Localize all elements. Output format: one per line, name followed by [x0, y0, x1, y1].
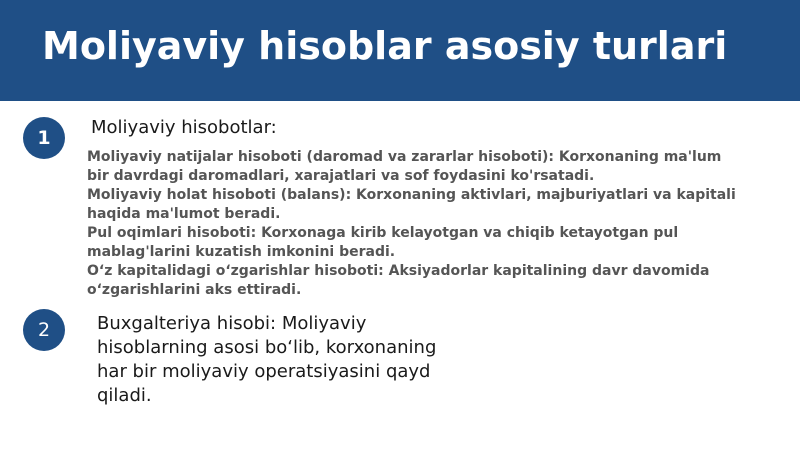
item-1-number-badge: 1: [23, 117, 65, 159]
item-1-heading: Moliyaviy hisobotlar:: [91, 117, 277, 138]
title-bar: [0, 0, 800, 101]
report-line-income-statement: Moliyaviy natijalar hisoboti (daromad va zararlar hisoboti): Korxonaning ma'lum bir davrdagi daromadlari, xarajatlari va sof foydasini ko'rsatadi.: [87, 149, 722, 184]
slide-title: Moliyaviy hisoblar asosiy turlari: [42, 24, 728, 68]
report-line-equity-changes: O‘z kapitalidagi o‘zgarishlar hisoboti: Aksiyadorlar kapitalining davr davomida o‘zgarishlarini aks ettiradi.: [87, 263, 710, 298]
report-line-balance-sheet: Moliyaviy holat hisoboti (balans): Korxonaning aktivlari, majburiyatlari va kapitali haqida ma'lumot beradi.: [87, 187, 736, 222]
item-2-text: Buxgalteriya hisobi: Moliyaviy hisoblarning asosi bo‘lib, korxonaning har bir moliyaviy operatsiyasini qayd qiladi.: [97, 313, 437, 406]
item-2-number-badge: 2: [23, 309, 65, 351]
item-1-description: [87, 148, 747, 300]
report-line-cash-flow: Pul oqimlari hisoboti: Korxonaga kirib kelayotgan va chiqib ketayotgan pul mablag'larini kuzatish imkonini beradi.: [87, 225, 679, 260]
